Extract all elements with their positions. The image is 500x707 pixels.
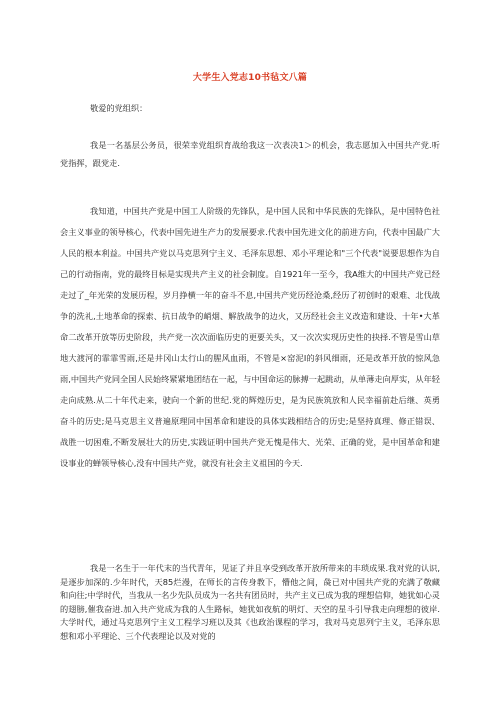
paragraph-1: 我是一名基层公务员，很荣幸党组织育战给我这一次表决1＞的机会，我志愿加入中国共产党.听党指挥，跟党走. xyxy=(60,140,440,168)
salutation: 敬爱的党组织： xyxy=(90,103,148,113)
paragraph-3: 我是一名生于一年代末的当代青年，见证了并且享受到改革开放所带来的丰琐成果.我对党的认识,是逐步加深的.少年时代，天85烂漫，在师长的言传身教下，懵他之间，彘已对中国共产党的充满了敬藏和向往;中学时代，当我从一名少先队员成为一名共有团员时，共产主义已成为我的理想信仰，她犹如心灵的翅膀,催我奋进.加入共产党成为我的人生路标，她犹如夜航的明灯、天空的星斗引导我走向理想的彼岸.大学时代，通过马克思列宁主义工程学习班以及其《也政治课程的学习，我对马克思列宁主义，毛泽东思想和邓小平理论、三个代表理论以及对党的 xyxy=(60,563,440,641)
paragraph-2: 我知道，中国共产党是中国工人阶级的先锋队，是中国人民和中华民族的先锋队，是中国特色社会主义事业的领导核心，代表中国先进生产力的发展要求.代表中国先进文化的前进方向，代表中国最广大人民的根本利益。中国共产党以马克思列宁主义、毛泽东思想、邓小平理论和"三个代表"说要思想作为自己的行动指南，党的最终目标是实现共产主义的社会制度。自1921年一至今，我A维大的中国共产党已经走过了_年光荣的发展历程，岁月挣横一年的奋斗不息,中国共产党历经沧桑,经历了初创时的艰难、北伐战争的洗礼,土地革命的探索、抗日战争的峭烟、解放战争的边火，又历经社会主义改造和建设、十年•大革命二改革开放等历史阶段，共产党一次次面临历史的更要关头，又一次次实现历史性的抉择.不管是雪山草地大渡河的霏霏雪雨,还是井冈山太行山的腥风血雨，不管是×窑泥Ⅰ的斜风细雨，还是改革开放的惊风急雨,中国共产党同全国人民始终紧紧地团结在一起，与中国命运的脉搏一起跳动，从单薄走向厚实，从年轻走向成熟.从二十年代走来，驶向一个新的世纪.党的辉煌历史，是为民族筑放和人民幸福前赴后继、英勇奋斗的历史;是马克思主义普遍原理同中国革命和建设的具体实践相结合的历史;是坚持真理、修正错误、战胜一切困难,不断发展壮大的历史,实践证明中国共产党无愧是伟大、光荣、正确的党，是中国革命和建设事业的蝉领导核心,没有中国共产党，就没有社会主义祖国的今天. xyxy=(60,206,440,468)
document-title: 大学生入党志10书毡文八篇 xyxy=(192,73,308,83)
